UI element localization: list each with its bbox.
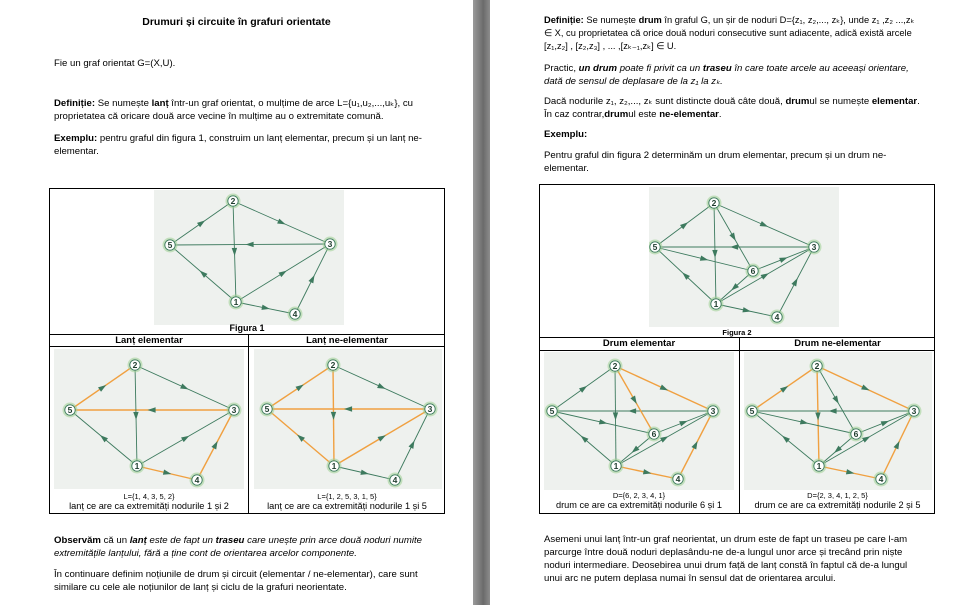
- text: .: [917, 96, 920, 107]
- svg-text:1: 1: [816, 461, 822, 471]
- column-header-drum-ne-elementar: Drum ne-elementar: [794, 338, 881, 349]
- node-5: [545, 404, 560, 419]
- node-4: [671, 472, 686, 487]
- svg-text:3: 3: [911, 406, 917, 416]
- svg-text:6: 6: [853, 429, 859, 439]
- column-header-drum-elementar: Drum elementar: [602, 338, 676, 349]
- figure-2-graph: [649, 187, 839, 327]
- node-3: [423, 402, 438, 417]
- text: că un: [100, 535, 130, 546]
- text: similare cu cele ale noțiunilor de lanț și ciclu de la grafuri neorientate.: [54, 582, 347, 593]
- right-page: [490, 0, 970, 605]
- node-4: [874, 472, 889, 487]
- svg-text:2: 2: [132, 360, 138, 370]
- svg-text:5: 5: [167, 240, 173, 250]
- term: traseu: [702, 63, 732, 74]
- text: elementar.: [54, 146, 99, 157]
- text: unui arc ne putem deplasa numai în sensul dat de orientarea arcului.: [544, 573, 836, 584]
- definition-label: Definiție:: [544, 15, 584, 25]
- text: ul este: [628, 109, 660, 120]
- node-2: [608, 359, 623, 374]
- drum-elementar-graph: [544, 352, 734, 490]
- svg-text:5: 5: [652, 242, 658, 252]
- text: noduri intermediare. Deosebirea unui drum față de lanț constă în faptul că de-a lungul: [544, 560, 908, 571]
- node-4: [288, 307, 303, 322]
- term: un drum: [578, 63, 618, 74]
- term: elementar: [871, 96, 918, 107]
- intro-text: Fie un graf orientat G=(X,U).: [54, 58, 176, 69]
- figure-1-caption: Figura 1: [229, 323, 265, 333]
- text: Pentru graful din figura 2 determinăm un drum elementar, precum și un drum ne-: [544, 150, 887, 161]
- node-2: [226, 194, 241, 209]
- svg-text:3: 3: [710, 406, 716, 416]
- example-label-line: [544, 128, 587, 141]
- text: .: [718, 109, 722, 120]
- svg-text:4: 4: [194, 475, 200, 485]
- practic-paragraph: [544, 62, 964, 88]
- example-paragraph: [54, 132, 454, 158]
- term: traseu: [215, 535, 245, 546]
- text: Se numește: [95, 98, 152, 109]
- figure-1-graph: [154, 190, 344, 325]
- node-4: [190, 473, 205, 488]
- node-3: [807, 240, 822, 255]
- node-1: [812, 459, 827, 474]
- term: ne-elementar: [659, 109, 719, 120]
- drum-elementar-description: drum ce are ca extremități nodurile 6 și 1: [556, 500, 722, 510]
- text: într-un graf orientat, o mulțime de arce L={u₁,u₂,...,uₖ}, cu: [168, 98, 413, 109]
- svg-text:5: 5: [749, 406, 755, 416]
- svg-text:5: 5: [67, 405, 73, 415]
- node-5: [745, 404, 760, 419]
- node-1: [229, 295, 244, 310]
- node-6: [746, 264, 761, 279]
- text: ∈ X, cu proprietatea că orice două noduri consecutive sunt adiacente, adică există arcele: [544, 28, 912, 38]
- lant-elementar-description: lanț ce are ca extremități nodurile 1 și 2: [69, 501, 229, 511]
- svg-text:1: 1: [331, 461, 337, 471]
- final-paragraph: [544, 533, 964, 585]
- node-4: [388, 473, 403, 488]
- text: În continuare definim noțiunile de drum și circuit (elementar / ne-elementar), care sunt: [54, 569, 418, 580]
- node-5: [163, 238, 178, 253]
- lant-ne-elementar-sequence: L={1, 2, 5, 3, 1, 5}: [317, 492, 377, 501]
- text: parcurge între două noduri deplasându-ne de-a lungul unor arce și trecând prin niște: [544, 547, 903, 558]
- divider: [539, 350, 935, 351]
- drum-ne-elementar-sequence: D={2, 3, 4, 1, 2, 5}: [807, 491, 868, 500]
- column-header-lant-ne-elementar: Lanț ne-elementar: [306, 335, 388, 346]
- svg-text:1: 1: [713, 299, 719, 309]
- text: În caz contrar,: [544, 109, 605, 120]
- definition-label: Definiție:: [54, 98, 96, 109]
- node-3: [907, 404, 922, 419]
- svg-text:2: 2: [230, 196, 236, 206]
- node-1: [130, 459, 145, 474]
- term: lanț: [129, 535, 147, 546]
- node-1: [327, 459, 342, 474]
- node-2: [128, 358, 143, 373]
- term: drum: [785, 96, 810, 107]
- node-1: [609, 459, 624, 474]
- svg-text:4: 4: [878, 474, 884, 484]
- text: extremitățile lanțului, fără a ține cont de orientarea arcelor componente.: [54, 548, 357, 559]
- text: în care toate arcele au aceeași orientare,: [731, 63, 909, 74]
- lant-ne-elementar-graph: [254, 349, 442, 489]
- page-title: Drumuri și circuite în grafuri orientate: [142, 16, 331, 28]
- text: ul se numește: [809, 96, 872, 107]
- text: elementar.: [544, 163, 589, 174]
- drum-elementar-sequence: D={6, 2, 3, 4, 1}: [612, 491, 666, 500]
- text: Asemeni unui lanț într-un graf neorientat, un drum este de fapt un traseu pe care l-am: [544, 534, 908, 545]
- definition-term: drum: [638, 15, 662, 25]
- drum-ne-elementar-description: drum ce are ca extremități nodurile 2 și 5: [754, 500, 921, 510]
- svg-text:5: 5: [264, 404, 270, 414]
- node-6: [647, 427, 662, 442]
- column-header-lant-elementar: Lanț elementar: [115, 335, 183, 346]
- elementar-paragraph: [544, 95, 964, 121]
- svg-text:4: 4: [774, 312, 780, 322]
- page-gutter: [473, 0, 490, 605]
- svg-text:1: 1: [134, 461, 140, 471]
- lant-elementar-graph: [54, 349, 244, 489]
- definition-paragraph: [544, 14, 964, 53]
- definition-paragraph: [54, 97, 454, 123]
- definition-term: lanț: [151, 98, 169, 109]
- term: drum: [604, 109, 629, 120]
- observation-paragraph: [54, 534, 454, 560]
- svg-text:1: 1: [233, 297, 239, 307]
- node-1: [709, 297, 724, 312]
- node-4: [770, 310, 785, 325]
- divider: [49, 346, 445, 347]
- svg-text:5: 5: [549, 406, 555, 416]
- svg-text:4: 4: [675, 474, 681, 484]
- svg-text:1: 1: [613, 461, 619, 471]
- svg-text:3: 3: [231, 405, 237, 415]
- drum-ne-elementar-graph: [744, 352, 932, 490]
- node-2: [810, 359, 825, 374]
- text: Dacă nodurile z₁, z₂,..., zₖ sunt distincte două câte două,: [544, 96, 786, 107]
- node-2: [326, 358, 341, 373]
- node-5: [63, 403, 78, 418]
- figure-2-caption: Figura 2: [722, 328, 752, 337]
- example-label: Exemplu:: [544, 129, 588, 140]
- node-3: [706, 404, 721, 419]
- node-6: [849, 427, 864, 442]
- svg-text:6: 6: [651, 429, 657, 439]
- text: Se numește: [583, 15, 639, 25]
- text: poate fi privit ca un: [617, 63, 703, 74]
- svg-text:4: 4: [392, 475, 398, 485]
- left-page: [0, 0, 473, 605]
- text: care unește prin arce două noduri numite: [244, 535, 423, 546]
- text: Practic,: [544, 63, 579, 74]
- svg-text:2: 2: [330, 360, 336, 370]
- example-paragraph: [544, 149, 964, 175]
- svg-text:2: 2: [711, 198, 717, 208]
- text: în graful G, un șir de noduri D={z₁, z₂,..., zₖ}, unde z₁ ,z₂ ...,zₖ: [661, 15, 915, 25]
- node-2: [707, 196, 722, 211]
- text: dată de sensul de deplasare de la z₁ la zₖ.: [544, 76, 723, 87]
- text: [z₁,z₂] , [z₂,z₃] , ... ,[zₖ₋₁,zₖ] ∈ U.: [544, 41, 677, 51]
- svg-text:2: 2: [612, 361, 618, 371]
- svg-text:2: 2: [814, 361, 820, 371]
- svg-text:3: 3: [427, 404, 433, 414]
- svg-text:3: 3: [327, 239, 333, 249]
- node-3: [323, 237, 338, 252]
- svg-text:4: 4: [292, 309, 298, 319]
- text: este de fapt un: [146, 535, 216, 546]
- example-label: Exemplu:: [54, 133, 98, 144]
- node-5: [260, 402, 275, 417]
- divider: [739, 337, 740, 514]
- node-3: [227, 403, 242, 418]
- text: proprietatea că oricare două arce vecine în mulțime au o extremitate comună.: [54, 111, 384, 122]
- svg-text:3: 3: [811, 242, 817, 252]
- lant-ne-elementar-description: lanț ce are ca extremități nodurile 1 și 5: [267, 501, 427, 511]
- lant-elementar-sequence: L={1, 4, 3, 5, 2}: [123, 492, 175, 501]
- text: pentru graful din figura 1, construim un lanț elementar, precum și un lanț ne-: [97, 133, 422, 144]
- svg-text:6: 6: [750, 266, 756, 276]
- observation-label: Observăm: [54, 535, 101, 546]
- divider: [248, 334, 249, 514]
- continuation-paragraph: [54, 568, 454, 594]
